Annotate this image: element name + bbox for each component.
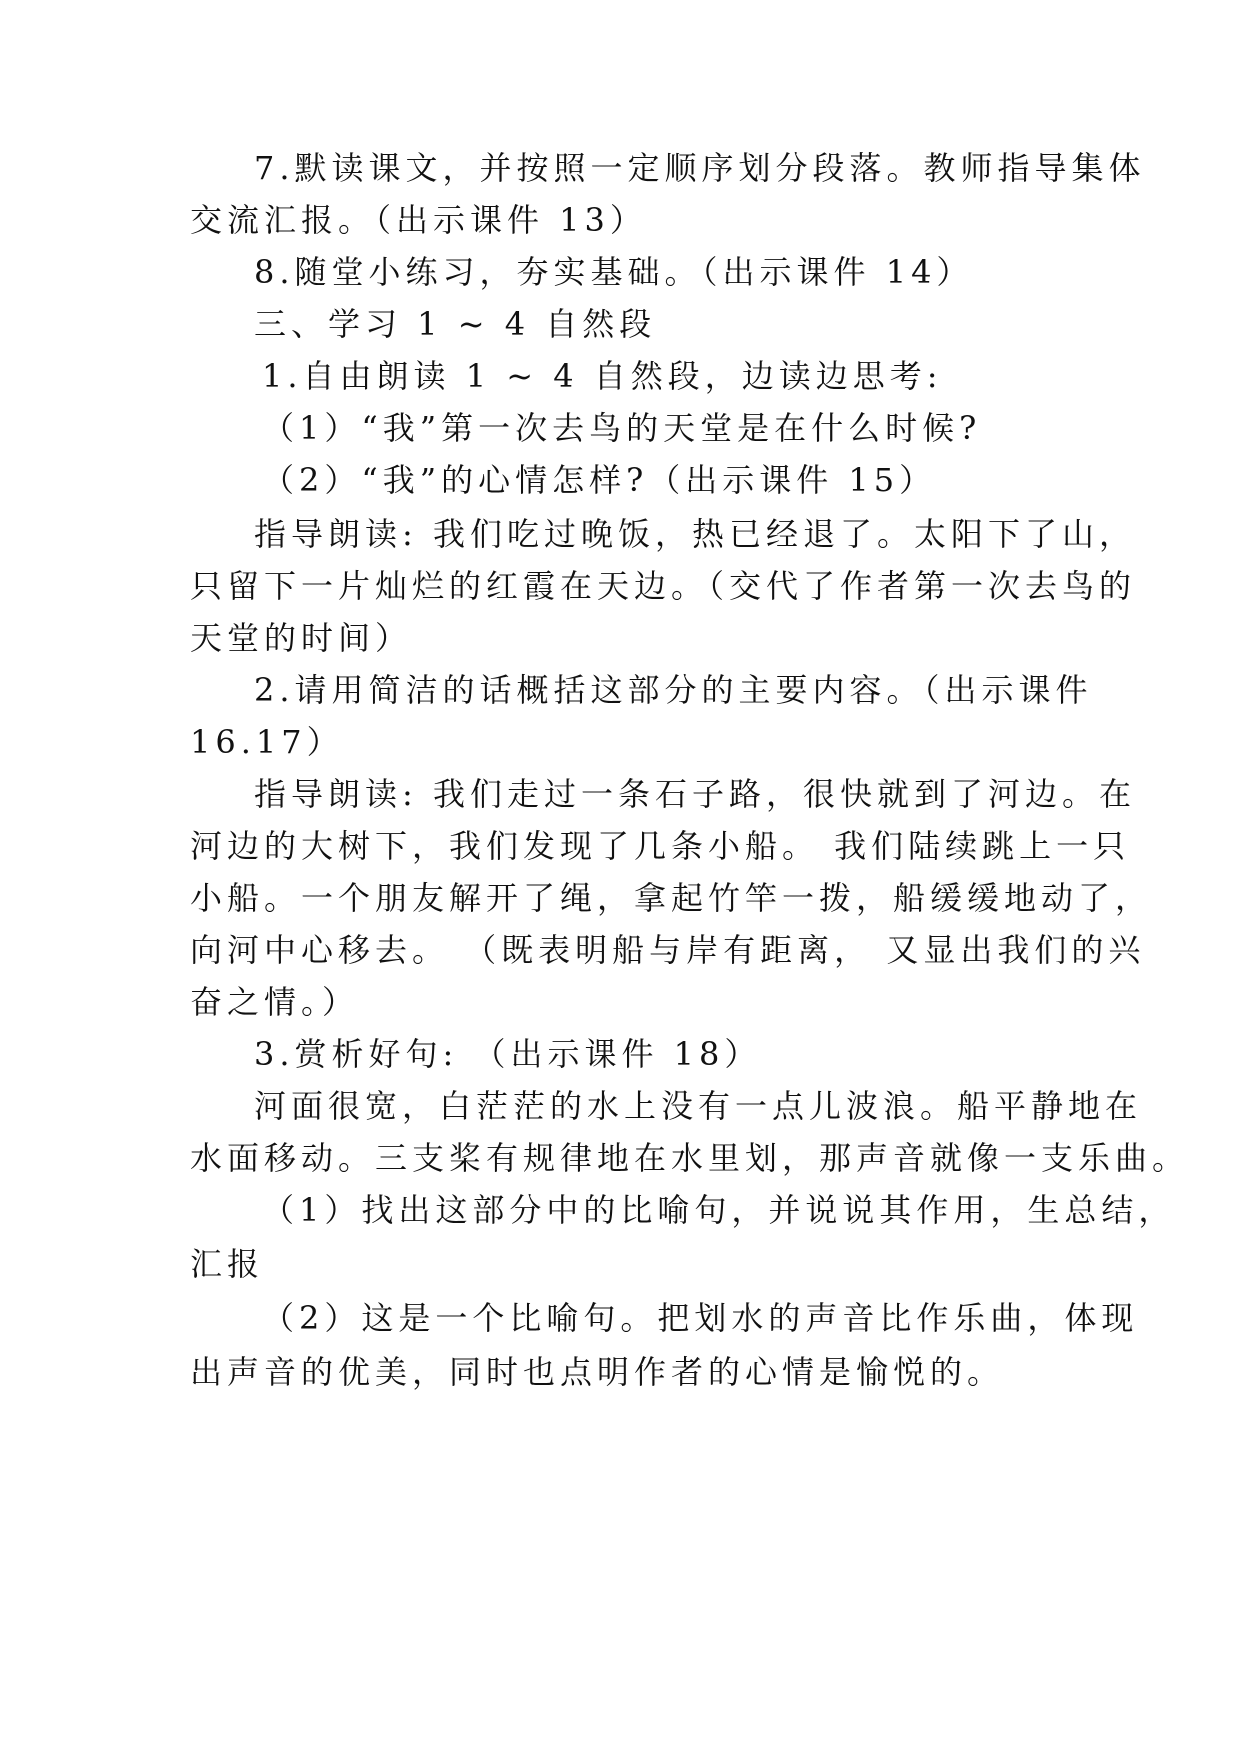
text-line: 2.请用简洁的话概括这部分的主要内容。（出示课件 [254,671,1093,709]
text-line: 小船。一个朋友解开了绳，拿起竹竿一拨，船缓缓地动了， [190,879,1153,917]
text-line: 8.随堂小练习，夯实基础。（出示课件 14） [254,253,974,291]
text-line: 奋之情。） [190,983,360,1021]
text-line: 指导朗读: 我们走过一条石子路，很快就到了河边。在 [254,775,1136,813]
text-line: 1.自由朗读 1 ~ 4 自然段，边读边思考: [262,357,943,395]
text-line: 只留下一片灿烂的红霞在天边。（交代了作者第一次去鸟的 [190,567,1137,605]
text-line: 河边的大树下，我们发现了几条小船。 我们陆续跳上一只 [190,827,1131,865]
text-line: 16.17） [190,723,344,761]
text-line: （1）“我”第一次去鸟的天堂是在什么时候? [262,409,982,447]
text-line: 河面很宽，白茫茫的水上没有一点儿波浪。船平静地在 [254,1087,1143,1125]
text-line: 汇报 [190,1245,265,1283]
text-line: （1）找出这部分中的比喻句，并说说其作用，生总结， [262,1191,1176,1229]
text-line: 向河中心移去。 （既表明船与岸有距离， 又显出我们的兴 [190,931,1146,969]
text-line: 交流汇报。（出示课件 13） [190,201,647,239]
section-heading: 三、学习 1 ~ 4 自然段 [254,305,657,343]
text-line: 7.默读课文，并按照一定顺序划分段落。教师指导集体 [254,149,1146,187]
text-line: 指导朗读: 我们吃过晚饭，热已经退了。太阳下了山， [254,515,1136,553]
text-line: 3.赏析好句: （出示课件 18） [254,1035,762,1073]
text-line: （2）这是一个比喻句。把划水的声音比作乐曲，体现 [262,1299,1139,1337]
text-line: 出声音的优美，同时也点明作者的心情是愉悦的。 [190,1353,1005,1391]
text-line: （2）“我”的心情怎样?（出示课件 15） [262,461,937,499]
text-line: 水面移动。三支桨有规律地在水里划，那声音就像一支乐曲。 [190,1139,1190,1177]
text-line: 天堂的时间） [190,619,413,657]
